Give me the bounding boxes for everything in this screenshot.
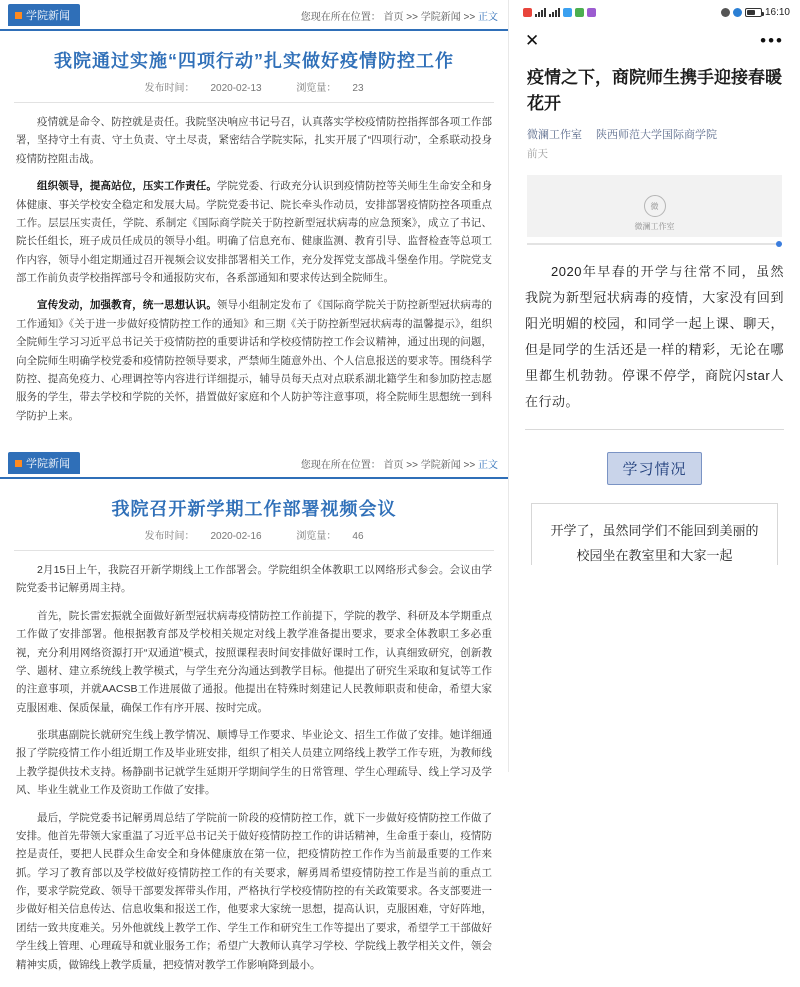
alarm-icon: [721, 8, 730, 17]
wechat-article-byline: [509, 118, 800, 142]
breadcrumb-sep-2: >>: [463, 11, 476, 23]
article-2-para-3: 张琪惠副院长就研究生线上教学情况、顺博导工作要求、毕业论文、招生工作做了安排。她详细通报了学院疫情工作小组近期工作及毕业班安排，组织了相关人员建立网络线上教学工作专班，为教师线上教学提供技术支持。杨静副书记就学生延期开学期间学生的日常管理、学生心理疏导、线上学习及学风、毕业生就业工作及资助工作做了安排。: [16, 729, 492, 797]
article-1-meta: [0, 79, 508, 102]
breadcrumb-news-2[interactable]: 学院新闻: [420, 459, 461, 471]
wechat-divider: [525, 429, 784, 430]
breadcrumb-news[interactable]: 学院新闻: [420, 11, 461, 23]
article-2-date: 发布时间： 2020-02-16: [144, 531, 262, 542]
breadcrumb-sep-3: >>: [406, 459, 418, 471]
breadcrumb-sep-4: >>: [463, 459, 476, 471]
breadcrumb-prefix: 您现在所在位置：: [300, 11, 381, 23]
bluetooth-icon: [733, 8, 742, 17]
breadcrumb-home-2[interactable]: 首页: [383, 459, 404, 471]
news-article-2: [0, 448, 508, 987]
org-name[interactable]: 陕西师范大学国际商学院: [596, 129, 717, 141]
wechat-badge-wrap: [509, 452, 800, 485]
section-badge-study-status: 学习情况: [607, 452, 701, 485]
breadcrumb-current-2: 正文: [478, 459, 498, 471]
article-2-para-1: 2月15日上午，我院召开新学期线上工作部署会。学院组织全体教职工以网络形式参会。会议由学院党委书记解勇周主持。: [16, 564, 492, 595]
app-icon-green: [575, 8, 584, 17]
article-2-views: 浏览量： 46: [296, 531, 364, 542]
section-tab-label-2: 学院新闻: [26, 458, 70, 470]
wechat-image-caption: 微澜工作室: [634, 222, 675, 231]
wechat-quote-box: 开学了，虽然同学们不能回到美丽的校园坐在教室里和大家一起: [531, 503, 778, 565]
breadcrumb-sep-1: >>: [406, 11, 418, 23]
news-article-1: [0, 0, 508, 438]
divider-1: [14, 102, 494, 103]
status-right: [721, 7, 790, 18]
article-1-title: 我院通过实施“四项行动”扎实做好疫情防控工作: [54, 51, 454, 71]
breadcrumb-current: 正文: [478, 11, 498, 23]
signal-icon-2: [549, 8, 560, 17]
progress-knob[interactable]: [776, 241, 782, 247]
article-1-header: [0, 0, 508, 31]
article-2-meta: [0, 527, 508, 550]
phone-status-bar: [509, 0, 800, 22]
phone-column: [508, 0, 800, 772]
article-1-para-2: 组织领导，提高站位，压实工作责任。学院党委、行政充分认识到疫情防控等关师生生命安全和身体健康、事关学校安全稳定和发展大局。学院党委书记、院长牵头作动员，安排部署疫情防控各项重点工作。层层压实责任，学院、系制定《国际商学院关于防控新型冠状病毒的应急预案》，成立了书记、院长任组长，班子成员任成员的领导小组。明确了信息充布、健康监测、教育引导、监督检查等总项工作内容，领导小组定期通过召开视频会议安排部署相关工作，充分发挥党支部战斗堡垒作用。学院党支部工作前负责学校指挥部号令和通报防灾布，各系部通知和要求传达到全院师生。: [16, 180, 493, 284]
camera-icon: [523, 8, 532, 17]
article-1-body: [0, 113, 508, 438]
article-2-title: 我院召开新学期工作部署视频会议: [111, 499, 397, 519]
scroll-progress-bar[interactable]: [527, 243, 782, 245]
wechat-article-date: 前天: [527, 148, 548, 160]
studio-logo-icon: 微: [644, 195, 666, 217]
more-options-icon[interactable]: •••: [760, 31, 784, 50]
article-2-para-4: 最后，学院党委书记解勇周总结了学院前一阶段的疫情防控工作，就下一步做好疫情防控工作做了安排。他首先带领大家重温了习近平总书记关于做好疫情防控工作的讲话精神，生命重于泰山，疫情防控是责任，要把人民群众生命安全和身体健康放在第一位，把疫情防控工作作为当前最重要的工作来抓。学习了教育部以及学校做好疫情防控工作的有关要求，解勇周希望疫情防控工作是当前的重点工作，要求学院党政、领导干部要发挥带头作用，严格执行学校疫情防控的有关政策要求。各支部要进一步做好相关信息传达、信息收集和报送工作，他要求大家统一思想，提高认识，克服困难，守好阵地，团结一致共度难关。另外他就线上教学工作、学生工作和研究生工作等提出了要求，希望学工干部做好学生线上管理、心理疏导和就业服务工作；希望广大教师认真学习学校、学院线上教学相关文件，领会精神实质，做锦线上教学质量，把疫情对教学工作影响降到最小。: [16, 811, 492, 971]
square-bullet-icon: [15, 460, 22, 467]
app-icon-purple: [587, 8, 596, 17]
signal-icon-1: [535, 8, 546, 17]
battery-icon: [745, 8, 762, 17]
article-1-views: 浏览量： 23: [296, 83, 364, 94]
breadcrumb-home[interactable]: 首页: [383, 11, 404, 23]
app-icon-blue: [563, 8, 572, 17]
account-name[interactable]: 微澜工作室: [527, 129, 582, 141]
section-tab-news-2[interactable]: [8, 452, 80, 474]
article-2-para-2: 首先，院长雷宏振就全面做好新型冠状病毒疫情防控工作前提下，学院的教学、科研及本学期重点工作做了安排部署。他根据教育部及学校相关规定对线上教学准备提出要求，要求全体教职工多必重视，充分利用网络资源打开“双通道”模式，按照课程表时间安排做好课时工作，认真细致研究，创新教学、题材、建立系统线上教学模式，与学生充分沟通达到教学目标。他提出了研究生采取和复试等工作的注意事项，并就AACSB工作进展做了通报。他提出在特殊时刻建记人民教师职责和使命，希望大家克服困难、保质保量，确保工作有序开展、按时完成。: [16, 609, 492, 714]
article-1-para-3: 宣传发动，加强教育，统一思想认识。领导小组制定发布了《国际商学院关于防控新型冠状病毒的工作通知》《关于进一步做好疫情防控工作的通知》和三期《关于防控新型冠状病毒的温馨提示》，组织全院师生学习习近平总书记关于疫情防控的重要讲话和学校疫情防控工作会议精神，通过出现的问题，向全院师生明确学校党委和疫情防控领导要求，严禁师生随意外出、个人信息报送的要求等。围绕科学防控、提高免疫力、心理调控等内容进行详细提示，辅导员每天点对点联系湖北籍学生和参加防控志愿服务的学生，带去学校和学院的关怀，措置做好家庭和个人防护等注意事项，将全院师生思想统一到科学防护上来。: [16, 299, 493, 422]
wechat-header-image: [527, 175, 782, 237]
close-icon[interactable]: ✕: [525, 31, 540, 50]
section-tab-news-1[interactable]: [8, 4, 80, 26]
article-2-header: [0, 448, 508, 479]
wechat-paragraph-1: 2020年早春的开学与往常不同，虽然我院为新型冠状病毒的疫情，大家没有回到阳光明媚的校园，和同学一起上课、聊天，但是同学的生活还是一样的精彩，无论在哪里都生机勃勃。停课不停学，商院闪star人在行动。: [525, 264, 784, 409]
breadcrumb-prefix-2: 您现在所在位置：: [300, 459, 381, 471]
section-tab-label: 学院新闻: [26, 10, 70, 22]
divider-2: [14, 550, 494, 551]
breadcrumb-1: [301, 8, 498, 23]
phone-top-bar: [509, 22, 800, 55]
status-clock: 16:10: [764, 7, 790, 18]
breadcrumb-2: [301, 456, 498, 471]
article-1-date: 发布时间： 2020-02-13: [144, 83, 262, 94]
square-bullet-icon: [15, 12, 22, 19]
article-2-body: [0, 561, 508, 987]
wechat-article-title: 疫情之下，商院师生携手迎接春暖花开: [527, 68, 782, 113]
article-1-para-1: 疫情就是命令、防控就是责任。我院坚决响应书记号召，认真落实学校疫情防控指挥部各项工作部署，坚持守土有责、守土负责、守土尽责，紧密结合学院实际，扎实开展了“四项行动”，全系联动投身疫情防控阻击战。: [16, 116, 492, 165]
status-left: [523, 8, 596, 17]
